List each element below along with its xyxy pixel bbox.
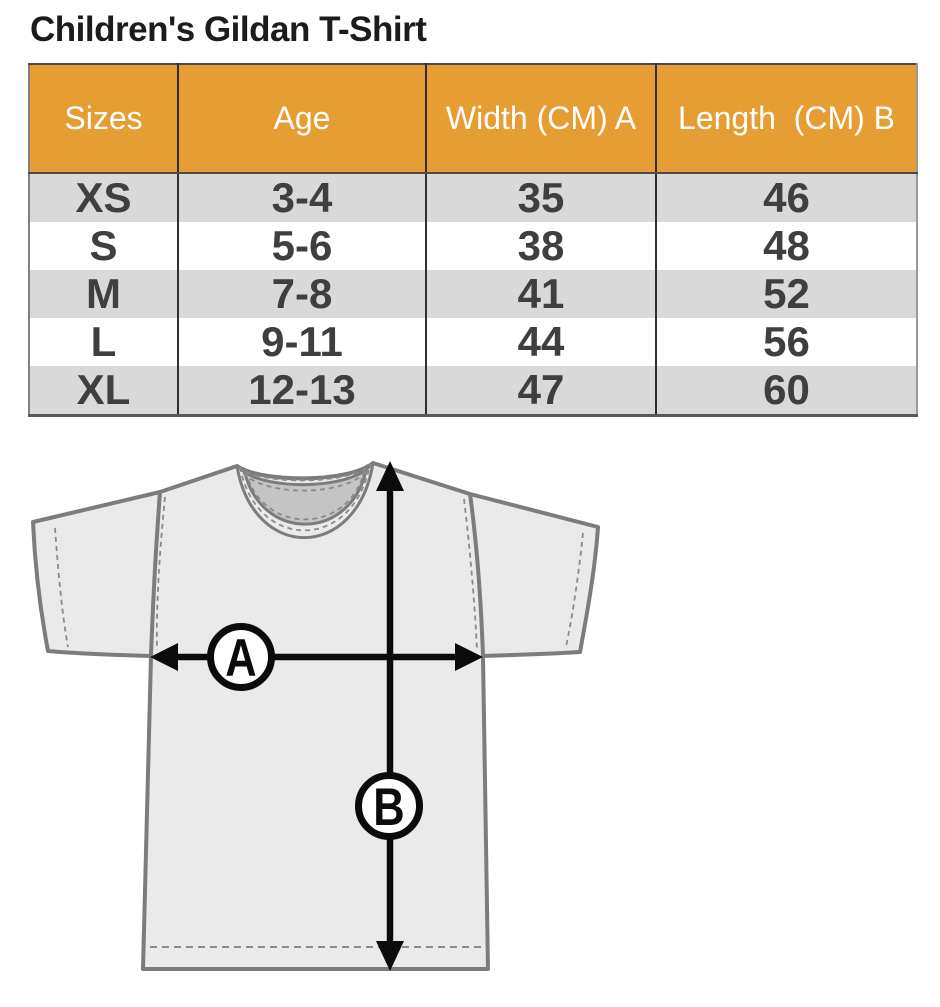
width-cell: 38 bbox=[426, 222, 656, 270]
right-sleeve bbox=[470, 494, 598, 656]
header-age: Age bbox=[178, 64, 426, 173]
size-row bbox=[29, 173, 917, 222]
length-cell: 56 bbox=[656, 318, 917, 366]
length-cell: 48 bbox=[656, 222, 917, 270]
size-row bbox=[29, 270, 917, 318]
size-cell: M bbox=[86, 270, 121, 317]
size-cell: XL bbox=[76, 366, 131, 413]
tshirt-measurement-diagram bbox=[0, 440, 660, 1007]
length-cell: 52 bbox=[656, 270, 917, 318]
size-row bbox=[29, 366, 917, 416]
age-cell: 5-6 bbox=[178, 222, 426, 270]
left-sleeve bbox=[33, 492, 160, 656]
length-label: B bbox=[373, 777, 405, 838]
header-row bbox=[29, 64, 917, 173]
header-length: Length (CM) B bbox=[656, 64, 917, 173]
length-cell: 46 bbox=[656, 173, 917, 222]
size-cell: S bbox=[89, 222, 118, 269]
age-cell: 12-13 bbox=[178, 366, 426, 416]
width-cell: 44 bbox=[426, 318, 656, 366]
age-cell: 7-8 bbox=[178, 270, 426, 318]
width-cell: 35 bbox=[426, 173, 656, 222]
header-width: Width (CM) A bbox=[426, 64, 656, 173]
size-cell: XS bbox=[75, 174, 132, 221]
width-cell: 41 bbox=[426, 270, 656, 318]
size-row bbox=[29, 318, 917, 366]
width-label: A bbox=[225, 628, 257, 689]
size-cell: L bbox=[90, 318, 117, 365]
header-sizes: Sizes bbox=[29, 64, 178, 173]
size-table bbox=[28, 63, 918, 417]
page-title: Children's Gildan T-Shirt bbox=[30, 10, 427, 49]
size-row bbox=[29, 222, 917, 270]
length-cell: 60 bbox=[656, 366, 917, 416]
age-cell: 9-11 bbox=[178, 318, 426, 366]
width-cell: 47 bbox=[426, 366, 656, 416]
age-cell: 3-4 bbox=[178, 173, 426, 222]
tshirt-body bbox=[143, 463, 488, 969]
